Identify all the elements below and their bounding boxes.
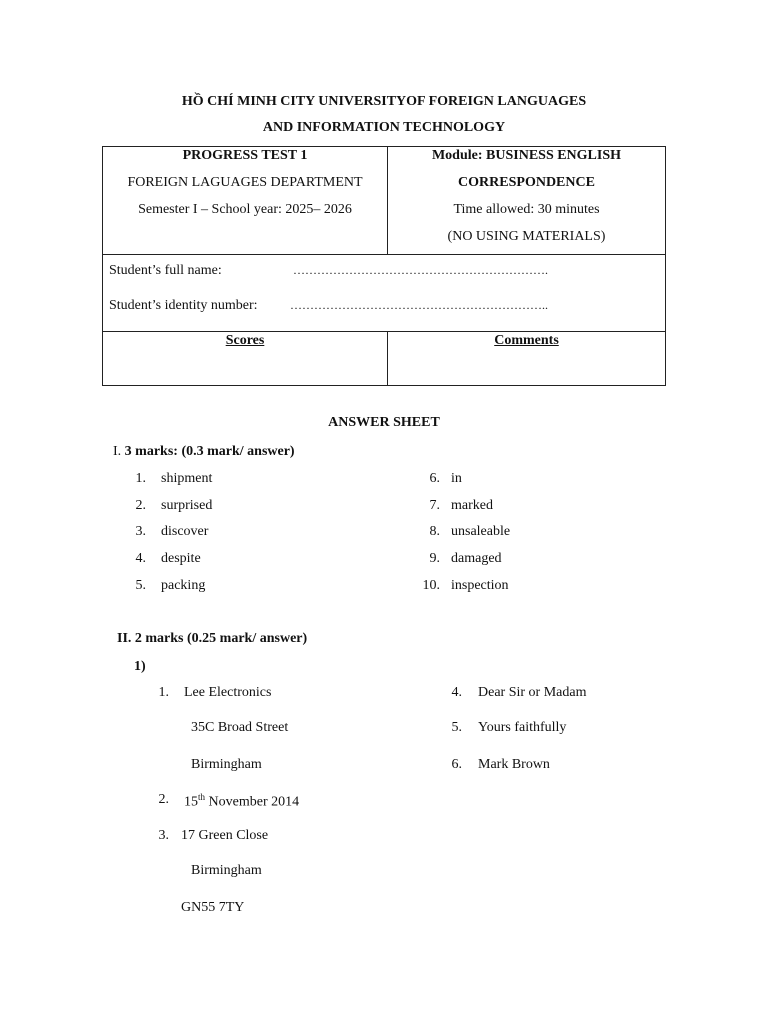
info-table bbox=[102, 146, 666, 386]
section2-heading: II. 2 marks (0.25 mark/ answer) bbox=[117, 631, 308, 646]
answer-text: inspection bbox=[451, 578, 509, 593]
materials-note: (NO USING MATERIALS) bbox=[447, 229, 606, 244]
semester: Semester I – School year: 2025– 2026 bbox=[138, 202, 352, 217]
test-title: PROGRESS TEST 1 bbox=[182, 148, 308, 163]
date-suffix: th bbox=[198, 792, 206, 802]
answer-number: 4. bbox=[451, 685, 462, 700]
answer-number: 5. bbox=[135, 578, 146, 593]
answer-text bbox=[184, 792, 299, 811]
student-name-field[interactable]: ………………………………………………………. bbox=[293, 263, 548, 277]
answer-text: Birmingham bbox=[191, 757, 262, 772]
comments-header: Comments bbox=[494, 333, 559, 348]
answer-number: 2. bbox=[135, 498, 146, 513]
answer-number: 3. bbox=[158, 828, 169, 843]
answer-number: 10. bbox=[422, 578, 440, 593]
time-allowed: Time allowed: 30 minutes bbox=[453, 202, 600, 217]
answer-text: in bbox=[451, 471, 462, 486]
module-line1: Module: BUSINESS ENGLISH bbox=[431, 148, 622, 163]
answer-text: Dear Sir or Madam bbox=[478, 685, 587, 700]
answer-text: Mark Brown bbox=[478, 757, 550, 772]
table-divider bbox=[103, 331, 665, 332]
answer-number: 5. bbox=[451, 720, 462, 735]
answer-text: Birmingham bbox=[191, 863, 262, 878]
module-line2: CORRESPONDENCE bbox=[458, 175, 595, 190]
answer-number: 2. bbox=[158, 792, 169, 807]
answer-text: surprised bbox=[161, 498, 213, 513]
answer-text: 35C Broad Street bbox=[191, 720, 289, 735]
section1-title: 3 marks: (0.3 mark/ answer) bbox=[124, 444, 295, 459]
answer-text: GN55 7TY bbox=[181, 900, 245, 915]
answer-number: 1. bbox=[135, 471, 146, 486]
answer-number: 7. bbox=[429, 498, 440, 513]
answer-text: marked bbox=[451, 498, 493, 513]
answer-text: despite bbox=[161, 551, 201, 566]
answer-text: shipment bbox=[161, 471, 213, 486]
answer-number: 6. bbox=[451, 757, 462, 772]
scores-header: Scores bbox=[225, 333, 265, 348]
date-rest: November 2014 bbox=[205, 794, 300, 810]
answer-number: 6. bbox=[429, 471, 440, 486]
university-name-line2: AND INFORMATION TECHNOLOGY bbox=[262, 120, 506, 135]
answer-text: damaged bbox=[451, 551, 502, 566]
answer-text: Lee Electronics bbox=[184, 685, 272, 700]
section1-heading bbox=[113, 444, 295, 460]
answer-sheet-title: ANSWER SHEET bbox=[328, 415, 440, 430]
student-id-label: Student’s identity number: bbox=[109, 298, 258, 313]
answer-text: Yours faithfully bbox=[478, 720, 567, 735]
department: FOREIGN LAGUAGES DEPARTMENT bbox=[127, 175, 363, 190]
answer-text: 17 Green Close bbox=[181, 828, 269, 843]
answer-text: packing bbox=[161, 578, 206, 593]
university-name-line1: HỒ CHÍ MINH CITY UNIVERSITYOF FOREIGN LANGUAGES bbox=[181, 94, 587, 109]
section2-subheading: 1) bbox=[134, 659, 146, 674]
student-id-field[interactable]: ……………………………………………………….. bbox=[290, 298, 548, 312]
answer-number: 4. bbox=[135, 551, 146, 566]
section1-prefix: I. bbox=[113, 444, 125, 459]
answer-text: discover bbox=[161, 524, 209, 539]
answer-number: 8. bbox=[429, 524, 440, 539]
table-divider bbox=[103, 254, 665, 255]
answer-number: 3. bbox=[135, 524, 146, 539]
answer-number: 9. bbox=[429, 551, 440, 566]
date-day: 15 bbox=[184, 794, 198, 810]
answer-number: 1. bbox=[158, 685, 169, 700]
student-name-label: Student’s full name: bbox=[109, 263, 222, 278]
answer-text: unsaleable bbox=[451, 524, 511, 539]
